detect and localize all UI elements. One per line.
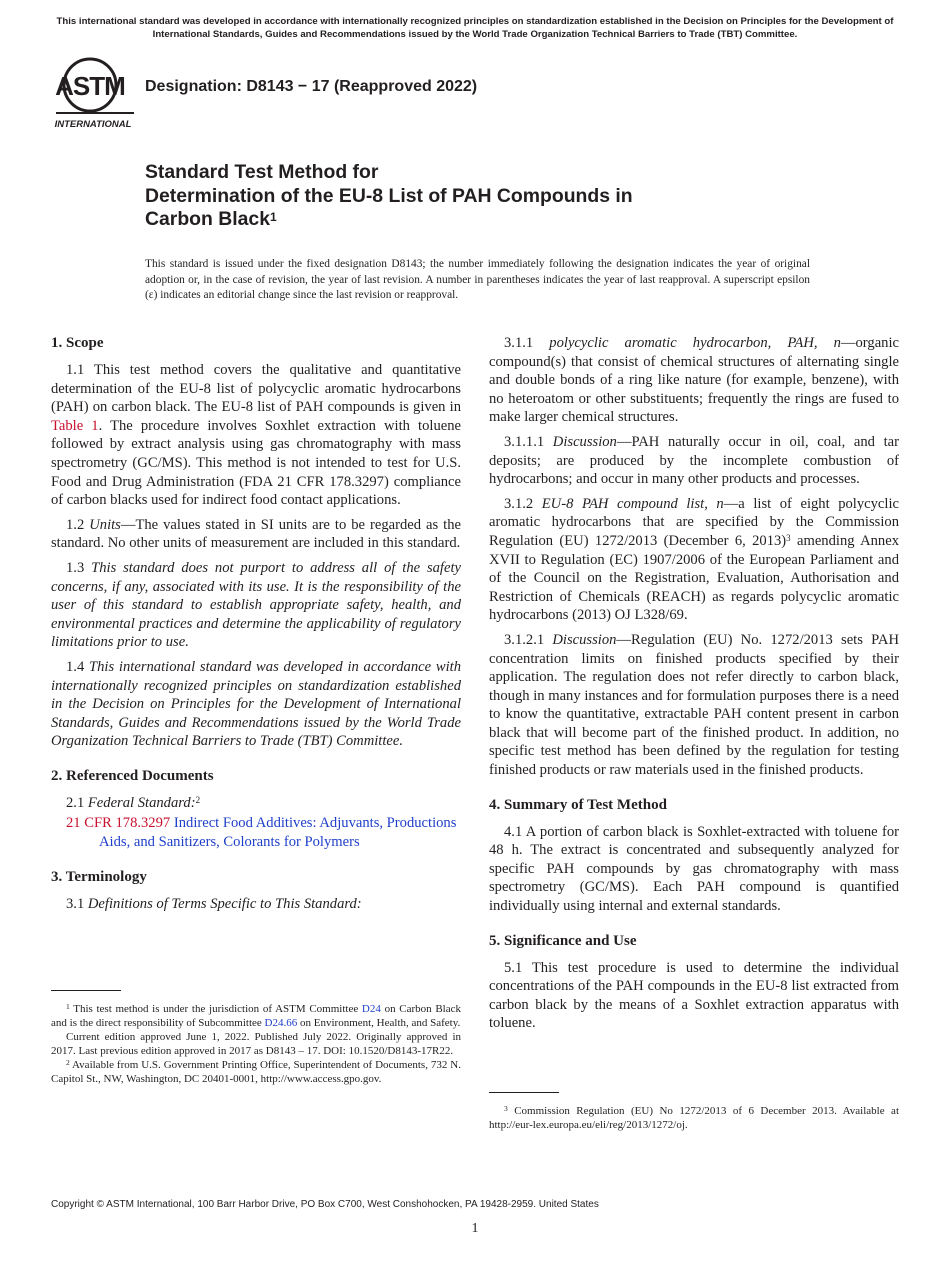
title-footnote-ref[interactable]: 1: [270, 210, 277, 224]
astm-logo: [52, 55, 136, 135]
document-title: [145, 161, 633, 232]
discussion-3-1-2-1: 3.1.2.1 Discussion—Regulation (EU) No. 1272/2013 sets PAH concentration limits on finished products specified by their application. The regulation does not refer directly to carbon black, though in many instances and for formulation purposes there is a need to know the quantitative, extractable PAH content present in carbon black that will become part of the finished product. In addition, no specific test method has been defined by the regulation for testing finished products or raw materials used in the finished products.: [489, 631, 899, 779]
footnote-rule-left: [51, 990, 121, 991]
copyright: Copyright © ASTM International, 100 Barr Harbor Drive, PO Box C700, West Conshohocken, PA 19428-2959. United States: [51, 1199, 599, 1210]
scope-1-3: 1.3 This standard does not purport to address all of the safety concerns, if any, associated with its use. It is the responsibility of the user of this standard to establish appropriate safety, health, and environmental practices and determine the applicability of regulatory limitations prior to use.: [51, 559, 461, 651]
definition-3-1-1: 3.1.1 polycyclic aromatic hydrocarbon, PAH, n—organic compound(s) that consist of chemical structures of alternating single and double bonds of a ring like nature (for example, benzene), with no heteroatom or other substituents; frequently the rings are fused to make larger chemical structures.: [489, 335, 899, 426]
left-column: [51, 334, 461, 919]
page-number: 1: [471, 1221, 479, 1236]
footnote-2-ref[interactable]: 2: [195, 794, 201, 805]
discussion-3-1-1-1: 3.1.1.1 Discussion—PAH naturally occur in oil, coal, and tar deposits; are produced by the incomplete combustion of hydrocarbons; and occur in many other products and processes.: [489, 433, 900, 488]
title-line-1: Standard Test Method for: [145, 161, 379, 183]
top-notice: This international standard was developed in accordance with internationally recognized principles on standardization established in the Decision on Principles for the Development of International Standards, Guides and Recommendations issued by the World Trade Organization Technical Barriers to Trade (TBT) Committee.: [56, 16, 894, 40]
scope-heading: 1. Scope: [51, 335, 104, 351]
table-1-link[interactable]: Table 1: [51, 417, 99, 434]
footnotes-left: [51, 1002, 461, 1086]
logo-mark: ASTM: [55, 71, 125, 101]
significance-heading: 5. Significance and Use: [489, 932, 637, 949]
logo-text: INTERNATIONAL: [54, 119, 132, 130]
summary-4-1: 4.1 A portion of carbon black is Soxhlet-extracted with toluene for 48 h. The extract is concentrated and subsequently analyzed for specific PAH compounds by gas chromatography with mass spectrometry (GC/MS). Each PAH compound is quantified individually using internal and external standards.: [489, 823, 899, 915]
cfr-reference[interactable]: [51, 814, 461, 851]
title-line-3: Carbon Black$^1$: [145, 208, 277, 230]
significance-5-1: 5.1 This test procedure is used to determine the individual concentrations of the PAH compounds in the EU-8 list extracted from carbon black by the means of a Soxhlet extraction apparatus with toluene.: [489, 959, 899, 1032]
right-column: [489, 334, 899, 1039]
footnote-1: $^1$ This test method is under the jurisdiction of ASTM Committee D24 on Carbon Black and is the direct responsibility of Subcommittee D24.66 on Environment, Health, and Safety.: [51, 1002, 461, 1029]
scope-1-1: 1.1 This test method covers the qualitative and quantitative determination of the EU-8 list of polycyclic aromatic hydrocarbons (PAH) on carbon black. The EU-8 list of PAH compounds is given in Table 1. The procedure involves Soxhlet extraction with toluene followed by extract analysis using gas chromatography with mass spectrometry (GC/MS). This method is not intended to test for U.S. Food and Drug Administration (FDA 21 CFR 178.3297) compliance of carbon blacks used for indirect food contact applications.: [51, 362, 461, 509]
d24-link[interactable]: D24: [361, 1003, 381, 1015]
d24-66-link[interactable]: D24.66: [264, 1017, 298, 1029]
issue-note: This standard is issued under the fixed designation D8143; the number immediately following the designation indicates the year of original adoption or, in the case of revision, the year of last revision. A number in parentheses indicates the year of last reapproval. A superscript epsilon (ε) indicates an editorial change since the last revision or reapproval.: [145, 258, 810, 301]
definition-3-1-2: 3.1.2 EU-8 PAH compound list, n—a list of eight polycyclic aromatic hydrocarbons that are specified by the Commission Regulation (EU) 1272/2013 (December 6, 2013)$^3$ amending Annex XVII to Regulation (EC) 1907/2006 of the European Parliament and of the Council on the Registration, Evaluation, Authorisation and Restriction of Chemicals (REACH) as regards polycyclic aromatic hydrocarbons (2013) OJ L328/69.: [489, 495, 899, 624]
footnote-2: $^2$ Available from U.S. Government Printing Office, Superintendent of Documents, 732 N. Capitol St., NW, Washington, DC 20401-0001, http://www.access.gpo.gov.: [51, 1058, 461, 1085]
refdocs-heading: 2. Referenced Documents: [51, 767, 214, 784]
scope-1-2: 1.2 Units—The values stated in SI units are to be regarded as the standard. No other units of measurement are included in this standard.: [51, 516, 461, 552]
footnote-1-edition: Current edition approved June 1, 2022. Published July 2022. Originally approved in 2017. Last previous edition approved in 2017 as D8143 – 17. DOI: 10.1520/D8143-17R22.: [51, 1031, 461, 1057]
cfr-title-link[interactable]: Indirect Food Additives: Adjuvants, Productions Aids, and Sanitizers, Colorants for Polymers: [99, 815, 457, 851]
cfr-code-link[interactable]: 21 CFR 178.3297: [66, 815, 171, 832]
footnotes-right: [489, 1104, 899, 1132]
summary-heading: 4. Summary of Test Method: [489, 796, 667, 813]
title-line-2: Determination of the EU-8 List of PAH Compounds in: [145, 184, 633, 207]
footnote-3-ref[interactable]: 3: [786, 532, 791, 543]
terminology-heading: 3. Terminology: [51, 868, 147, 885]
footnote-3: $^3$ Commission Regulation (EU) No 1272/2013 of 6 December 2013. Available at http://eur-lex.europa.eu/eli/reg/2013/1272/oj.: [489, 1104, 899, 1131]
refdocs-2-1: 2.1 Federal Standard:$^2$: [66, 794, 201, 811]
scope-1-4: 1.4 This international standard was developed in accordance with internationally recognized principles on standardization established in the Decision on Principles for the Development of International Standards, Guides and Recommendations issued by the World Trade Organization Technical Barriers to Trade (TBT) Committee.: [51, 658, 462, 750]
terminology-3-1: 3.1 Definitions of Terms Specific to This Standard:: [66, 895, 362, 912]
designation: Designation: D8143 − 17 (Reapproved 2022): [145, 78, 478, 95]
footnote-rule-right: [489, 1092, 559, 1093]
